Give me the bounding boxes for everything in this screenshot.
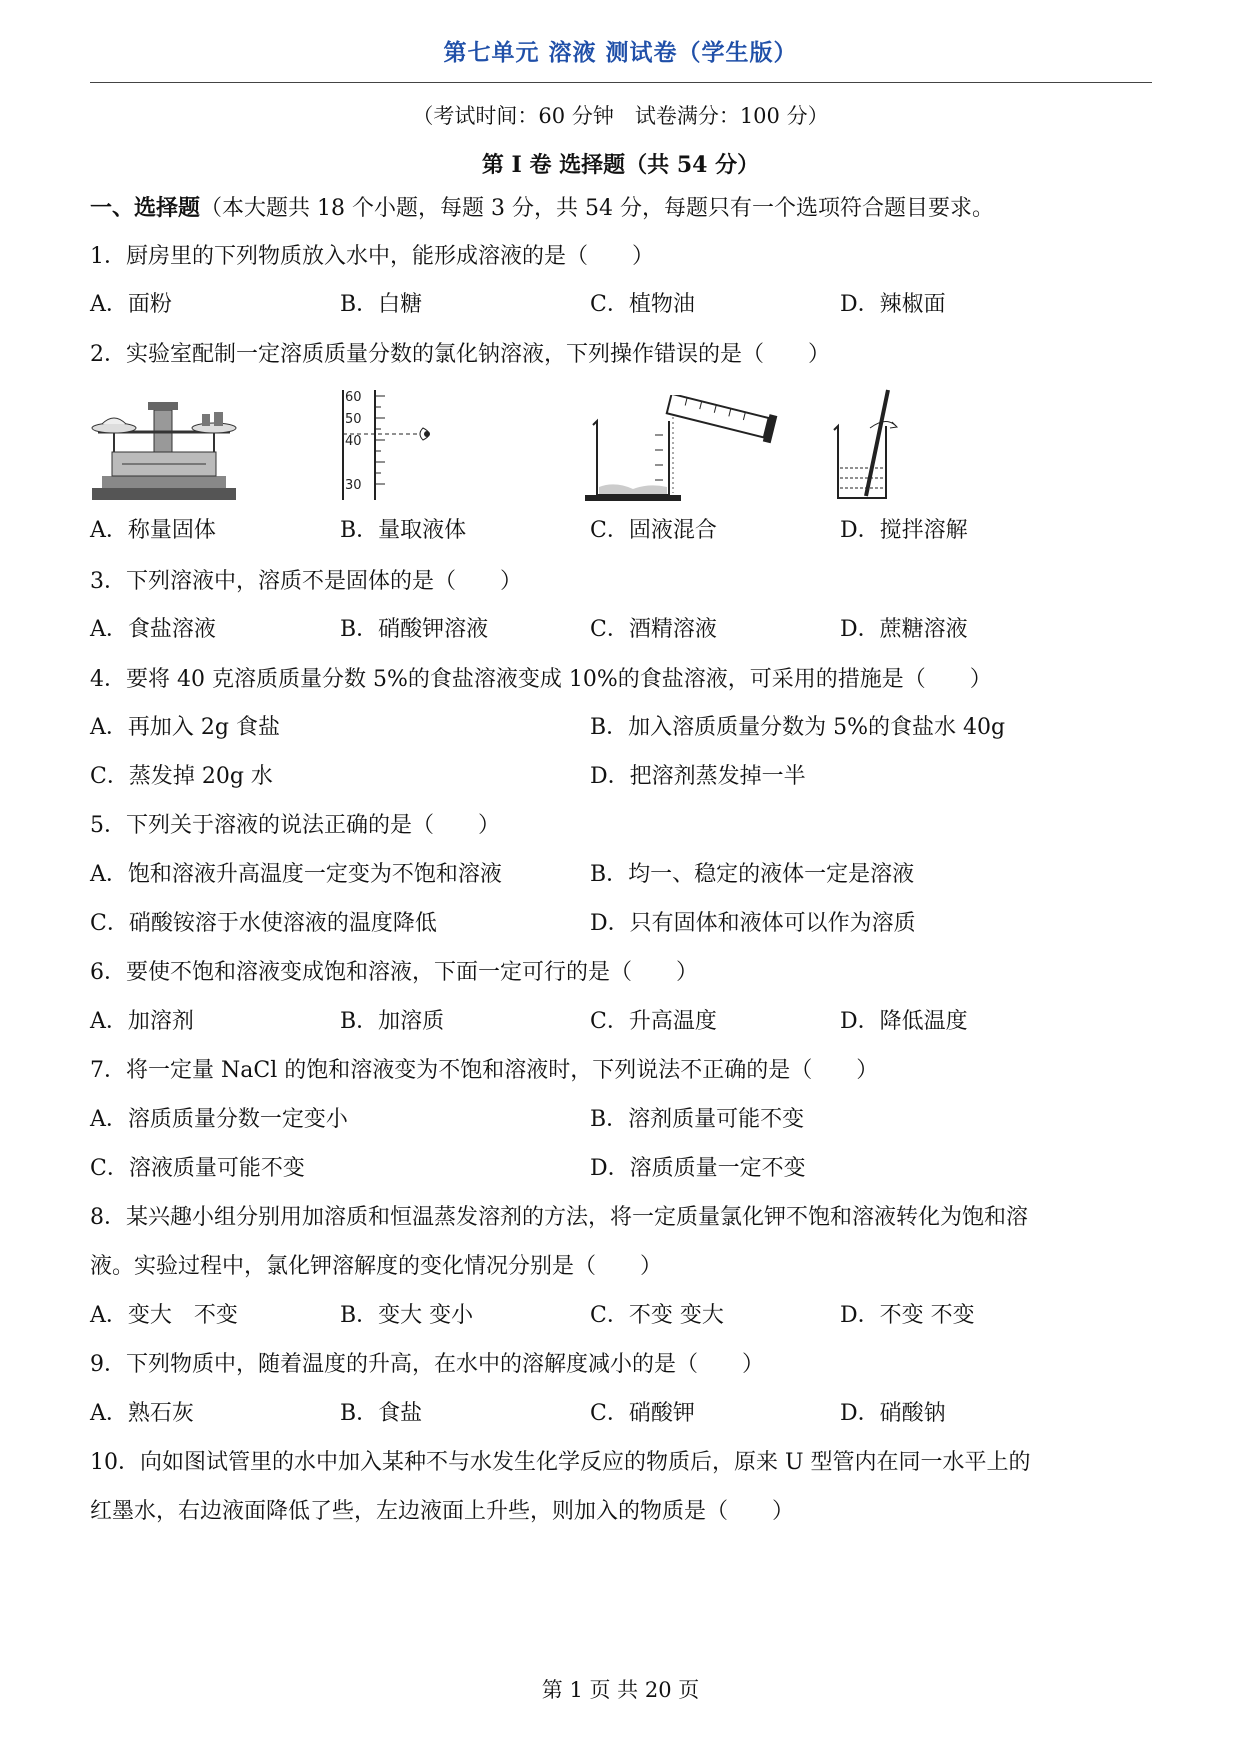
beaker-pouring-figure	[585, 395, 785, 503]
q1-option-d: D．辣椒面	[840, 292, 946, 317]
question-8-stem: 8．某兴趣小组分别用加溶质和恒温蒸发溶剂的方法，将一定质量氯化钾不饱和溶液转化为饱和溶	[90, 1205, 1029, 1230]
q3-option-d: D．蔗糖溶液	[840, 617, 968, 642]
instruction-text: （本大题共 18 个小题，每题 3 分，共 54 分，每题只有一个选项符合题目要求。	[200, 196, 994, 221]
q8-option-d: D．不变 不变	[840, 1303, 975, 1328]
q4-option-c: C．蒸发掉 20g 水	[90, 764, 273, 789]
question-3-stem: 3．下列溶液中，溶质不是固体的是（ ）	[90, 569, 522, 594]
cylinder-tick-50: 50	[345, 412, 362, 427]
graduated-cylinder-figure	[335, 388, 450, 503]
page-title: 第七单元 溶液 测试卷（学生版）	[443, 40, 798, 66]
section-title: 第 I 卷 选择题（共 54 分）	[481, 152, 760, 178]
question-2-stem: 2．实验室配制一定溶质质量分数的氯化钠溶液，下列操作错误的是（ ）	[90, 342, 830, 367]
q6-option-c: C．升高温度	[590, 1009, 717, 1034]
question-5-stem: 5．下列关于溶液的说法正确的是（ ）	[90, 813, 500, 838]
question-9-stem: 9．下列物质中，随着温度的升高，在水中的溶解度减小的是（ ）	[90, 1352, 764, 1377]
q7-option-d: D．溶质质量一定不变	[590, 1156, 806, 1181]
q5-option-a: A．饱和溶液升高温度一定变为不饱和溶液	[90, 862, 502, 887]
q3-option-c: C．酒精溶液	[590, 617, 717, 642]
q1-option-c: C．植物油	[590, 292, 695, 317]
q2-option-a: A．称量固体	[90, 518, 216, 543]
question-8-stem-continued: 液。实验过程中，氯化钾溶解度的变化情况分别是（ ）	[90, 1254, 663, 1279]
stirring-beaker-figure	[830, 388, 910, 503]
q9-option-c: C．硝酸钾	[590, 1401, 695, 1426]
question-10-stem: 10．向如图试管里的水中加入某种不与水发生化学反应的物质后，原来 U 型管内在同一水平上的	[90, 1450, 1031, 1475]
q6-option-b: B．加溶质	[340, 1009, 445, 1034]
q5-option-c: C．硝酸铵溶于水使溶液的温度降低	[90, 911, 437, 936]
q2-option-d: D．搅拌溶解	[840, 518, 968, 543]
exam-meta: （考试时间：60 分钟 试卷满分：100 分）	[412, 104, 829, 128]
cylinder-tick-60: 60	[345, 390, 362, 405]
page-footer: 第 1 页 共 20 页	[541, 1678, 700, 1702]
q6-option-d: D．降低温度	[840, 1009, 968, 1034]
balance-scale-figure	[88, 392, 240, 504]
q8-option-a: A．变大 不变	[90, 1303, 238, 1328]
q7-option-c: C．溶液质量可能不变	[90, 1156, 305, 1181]
q9-option-d: D．硝酸钠	[840, 1401, 946, 1426]
q2-option-c: C．固液混合	[590, 518, 717, 543]
q4-option-d: D．把溶剂蒸发掉一半	[590, 764, 806, 789]
q5-option-d: D．只有固体和液体可以作为溶质	[590, 911, 916, 936]
q8-option-c: C．不变 变大	[590, 1303, 724, 1328]
instruction-heading: 一、选择题	[90, 195, 201, 221]
q7-option-b: B．溶剂质量可能不变	[590, 1107, 805, 1132]
q3-option-a: A．食盐溶液	[90, 617, 216, 642]
q9-option-a: A．熟石灰	[90, 1401, 194, 1426]
q7-option-a: A．溶质质量分数一定变小	[90, 1107, 348, 1132]
cylinder-tick-30: 30	[345, 478, 362, 493]
question-10-stem-continued: 红墨水，右边液面降低了些，左边液面上升些，则加入的物质是（ ）	[90, 1499, 795, 1524]
question-1-stem: 1．厨房里的下列物质放入水中，能形成溶液的是（ ）	[90, 244, 654, 269]
q3-option-b: B．硝酸钾溶液	[340, 617, 489, 642]
question-7-stem: 7．将一定量 NaCl 的饱和溶液变为不饱和溶液时，下列说法不正确的是（ ）	[90, 1058, 879, 1083]
instruction	[90, 193, 994, 224]
cylinder-tick-40: 40	[345, 434, 362, 449]
q4-option-a: A．再加入 2g 食盐	[90, 715, 280, 740]
q5-option-b: B．均一、稳定的液体一定是溶液	[590, 862, 915, 887]
q2-option-b: B．量取液体	[340, 518, 467, 543]
q6-option-a: A．加溶剂	[90, 1009, 194, 1034]
q1-option-b: B．白糖	[340, 292, 423, 317]
q8-option-b: B．变大 变小	[340, 1303, 474, 1328]
q9-option-b: B．食盐	[340, 1401, 423, 1426]
question-6-stem: 6．要使不饱和溶液变成饱和溶液，下面一定可行的是（ ）	[90, 960, 698, 985]
q1-option-a: A．面粉	[90, 292, 172, 317]
question-4-stem: 4．要将 40 克溶质质量分数 5%的食盐溶液变成 10%的食盐溶液，可采用的措施是（ ）	[90, 667, 992, 692]
header-divider	[90, 82, 1152, 83]
q4-option-b: B．加入溶质质量分数为 5%的食盐水 40g	[590, 715, 1006, 740]
